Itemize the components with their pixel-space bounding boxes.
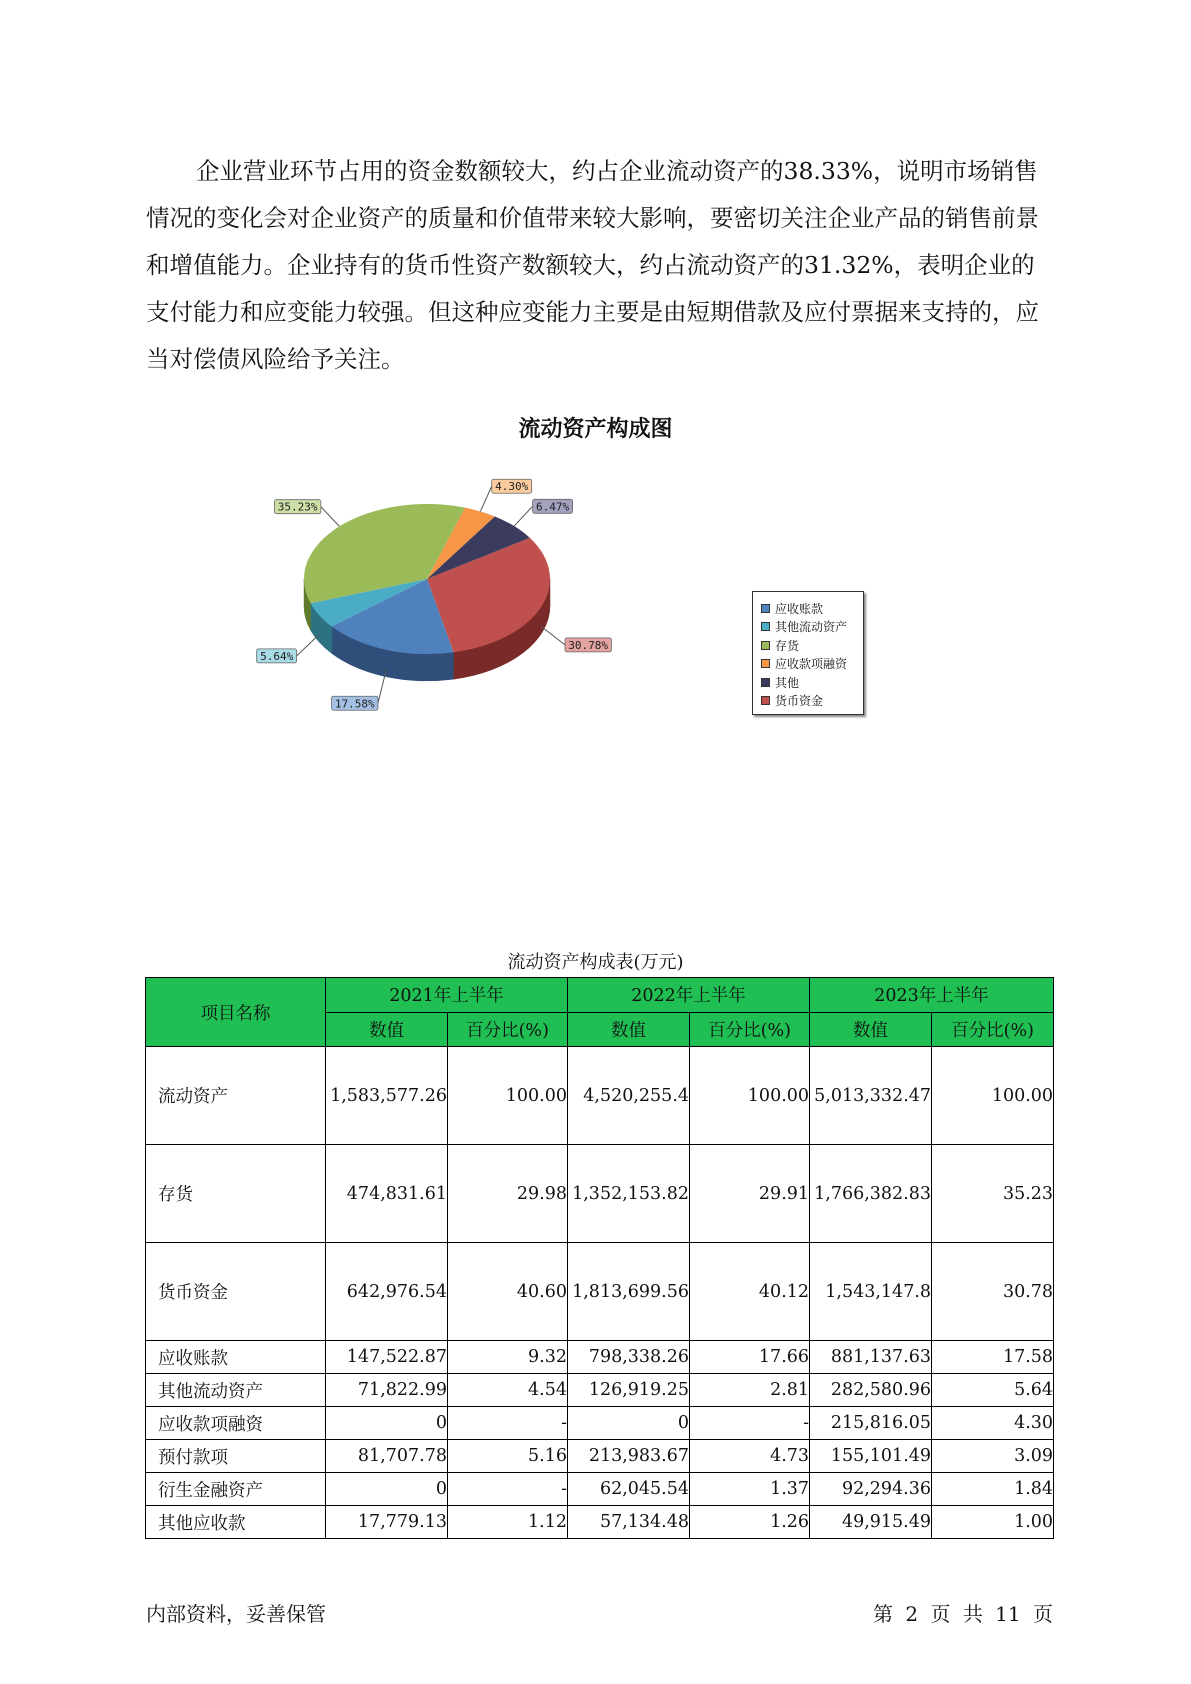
value-cell: 1,543,147.8: [810, 1243, 932, 1341]
percent-cell: 100.00: [932, 1047, 1054, 1145]
percent-cell: 1.00: [932, 1506, 1054, 1539]
percent-cell: 1.37: [690, 1473, 810, 1506]
row-label: 其他应收款: [146, 1506, 326, 1539]
percent-cell: 35.23: [932, 1145, 1054, 1243]
value-cell: 215,816.05: [810, 1407, 932, 1440]
header-percent: 百分比(%): [448, 1012, 568, 1047]
percent-cell: 40.60: [448, 1243, 568, 1341]
percent-cell: 100.00: [448, 1047, 568, 1145]
value-cell: 642,976.54: [326, 1243, 448, 1341]
header-value: 数值: [326, 1012, 448, 1047]
legend-swatch: [761, 622, 770, 631]
row-label: 预付款项: [146, 1440, 326, 1473]
row-label: 存货: [146, 1145, 326, 1243]
data-label: 5.64%: [260, 649, 294, 663]
legend-item: [761, 599, 863, 618]
header-period-2021: 2021年上半年: [326, 978, 568, 1013]
data-label: 30.78%: [568, 638, 609, 652]
percent-cell: 4.73: [690, 1440, 810, 1473]
table-row: [146, 1440, 1054, 1473]
percent-cell: 100.00: [690, 1047, 810, 1145]
row-label: 其他流动资产: [146, 1374, 326, 1407]
value-cell: 881,137.63: [810, 1341, 932, 1374]
value-cell: 4,520,255.4: [568, 1047, 690, 1145]
label-leader-line: [480, 486, 491, 511]
table-row: [146, 1473, 1054, 1506]
value-cell: 5,013,332.47: [810, 1047, 932, 1145]
header-period-2023: 2023年上半年: [810, 978, 1054, 1013]
percent-cell: 1.12: [448, 1506, 568, 1539]
value-cell: 62,045.54: [568, 1473, 690, 1506]
body-paragraph: 企业营业环节占用的资金数额较大，约占企业流动资产的38.33%，说明市场销售情况的变化会对企业资产的质量和价值带来较大影响，要密切关注企业产品的销售前景和增值能力。企业持有的货币性资产数额较大，约占流动资产的31.32%，表明企业的支付能力和应变能力较强。但这种应变能力主要是由短期借款及应付票据来支持的，应当对偿债风险给予关注。: [146, 157, 1039, 373]
value-cell: 474,831.61: [326, 1145, 448, 1243]
legend-label: 应收账款: [775, 601, 824, 616]
value-cell: 49,915.49: [810, 1506, 932, 1539]
table-row: [146, 1145, 1054, 1243]
percent-cell: -: [448, 1407, 568, 1440]
data-label: 6.47%: [536, 500, 570, 514]
current-assets-table: [145, 977, 1054, 1539]
legend-label: 货币资金: [775, 694, 824, 709]
table-row: [146, 1341, 1054, 1374]
data-label: 4.30%: [495, 480, 529, 494]
legend-item: [761, 655, 863, 674]
percent-cell: 5.64: [932, 1374, 1054, 1407]
legend-item: [761, 692, 863, 711]
legend-item: [761, 673, 863, 692]
header-percent: 百分比(%): [932, 1012, 1054, 1047]
label-leader-line: [514, 506, 532, 526]
row-label: 应收款项融资: [146, 1407, 326, 1440]
value-cell: 0: [326, 1407, 448, 1440]
value-cell: 1,766,382.83: [810, 1145, 932, 1243]
percent-cell: 29.91: [690, 1145, 810, 1243]
value-cell: 147,522.87: [326, 1341, 448, 1374]
label-leader-line: [541, 626, 565, 645]
value-cell: 1,352,153.82: [568, 1145, 690, 1243]
table-row: [146, 1407, 1054, 1440]
percent-cell: 3.09: [932, 1440, 1054, 1473]
value-cell: 0: [326, 1473, 448, 1506]
table-row: [146, 1047, 1054, 1145]
header-value: 数值: [568, 1012, 690, 1047]
percent-cell: 4.54: [448, 1374, 568, 1407]
percent-cell: 1.84: [932, 1473, 1054, 1506]
legend-swatch: [761, 659, 770, 668]
legend-item: [761, 636, 863, 655]
percent-cell: 17.58: [932, 1341, 1054, 1374]
table-row: [146, 1243, 1054, 1341]
percent-cell: 4.30: [932, 1407, 1054, 1440]
value-cell: 798,338.26: [568, 1341, 690, 1374]
percent-cell: 5.16: [448, 1440, 568, 1473]
percent-cell: 1.26: [690, 1506, 810, 1539]
percent-cell: -: [690, 1407, 810, 1440]
legend-swatch: [761, 604, 770, 613]
chart-title: 流动资产构成图: [518, 417, 673, 442]
data-label: 17.58%: [334, 697, 375, 711]
percent-cell: 40.12: [690, 1243, 810, 1341]
percent-cell: 17.66: [690, 1341, 810, 1374]
header-period-2022: 2022年上半年: [568, 978, 810, 1013]
table-row: [146, 1506, 1054, 1539]
legend-label: 其他流动资产: [775, 620, 848, 635]
legend-label: 应收款项融资: [775, 657, 848, 672]
percent-cell: 29.98: [448, 1145, 568, 1243]
header-percent: 百分比(%): [690, 1012, 810, 1047]
value-cell: 155,101.49: [810, 1440, 932, 1473]
value-cell: 17,779.13: [326, 1506, 448, 1539]
value-cell: 0: [568, 1407, 690, 1440]
percent-cell: 9.32: [448, 1341, 568, 1374]
legend-item: [761, 618, 863, 637]
label-leader-line: [321, 507, 340, 527]
percent-cell: 2.81: [690, 1374, 810, 1407]
value-cell: 1,813,699.56: [568, 1243, 690, 1341]
table-row: [146, 1374, 1054, 1407]
legend-label: 其他: [775, 675, 800, 690]
value-cell: 92,294.36: [810, 1473, 932, 1506]
legend-swatch: [761, 696, 770, 705]
value-cell: 282,580.96: [810, 1374, 932, 1407]
row-label: 衍生金融资产: [146, 1473, 326, 1506]
value-cell: 81,707.78: [326, 1440, 448, 1473]
label-leader-line: [297, 634, 320, 656]
legend-swatch: [761, 678, 770, 687]
percent-cell: -: [448, 1473, 568, 1506]
percent-cell: 30.78: [932, 1243, 1054, 1341]
chart-legend: [752, 591, 864, 715]
footer-confidential: 内部资料，妥善保管: [146, 1602, 326, 1626]
footer-page-number: 第 2 页 共 11 页: [873, 1602, 1053, 1626]
legend-label: 存货: [775, 638, 800, 653]
value-cell: 1,583,577.26: [326, 1047, 448, 1145]
pie-chart: [230, 478, 650, 718]
header-value: 数值: [810, 1012, 932, 1047]
row-label: 货币资金: [146, 1243, 326, 1341]
value-cell: 213,983.67: [568, 1440, 690, 1473]
table-caption: 流动资产构成表(万元): [507, 952, 684, 973]
value-cell: 71,822.99: [326, 1374, 448, 1407]
legend-swatch: [761, 641, 770, 650]
data-label: 35.23%: [277, 500, 318, 514]
value-cell: 126,919.25: [568, 1374, 690, 1407]
row-label: 应收账款: [146, 1341, 326, 1374]
header-item-name: 项目名称: [146, 978, 326, 1047]
value-cell: 57,134.48: [568, 1506, 690, 1539]
row-label: 流动资产: [146, 1047, 326, 1145]
